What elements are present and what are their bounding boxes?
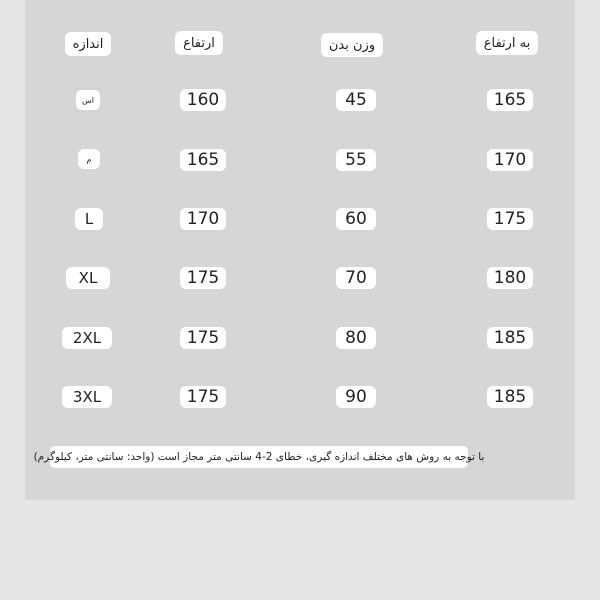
cell-size: م <box>78 149 100 169</box>
cell-to-height: 185 <box>487 327 533 349</box>
cell-weight: 55 <box>336 149 376 171</box>
cell-weight: 60 <box>336 208 376 230</box>
cell-to-height: 175 <box>487 208 533 230</box>
cell-size: L <box>75 208 103 230</box>
cell-to-height: 185 <box>487 386 533 408</box>
cell-to-height: 165 <box>487 89 533 111</box>
cell-weight: 45 <box>336 89 376 111</box>
cell-weight: 70 <box>336 267 376 289</box>
cell-height: 170 <box>180 208 226 230</box>
cell-height: 175 <box>180 327 226 349</box>
cell-to-height: 170 <box>487 149 533 171</box>
cell-height: 165 <box>180 149 226 171</box>
cell-size: اس <box>76 90 100 110</box>
cell-size: 3XL <box>62 386 112 408</box>
size-chart-card <box>25 0 575 500</box>
cell-height: 160 <box>180 89 226 111</box>
cell-to-height: 180 <box>487 267 533 289</box>
header-body-weight: وزن بدن <box>321 33 383 57</box>
measurement-note: با توجه به روش های مختلف اندازه گیری، خطای 2-4 سانتی متر مجاز است (واحد: سانتی متر، کیلوگرم) <box>50 446 468 468</box>
cell-weight: 90 <box>336 386 376 408</box>
cell-weight: 80 <box>336 327 376 349</box>
cell-size: 2XL <box>62 327 112 349</box>
header-height: ارتفاع <box>175 31 223 55</box>
header-size: اندازه <box>65 32 111 56</box>
cell-size: XL <box>66 267 110 289</box>
cell-height: 175 <box>180 386 226 408</box>
header-to-height: به ارتفاع <box>476 31 538 55</box>
cell-height: 175 <box>180 267 226 289</box>
